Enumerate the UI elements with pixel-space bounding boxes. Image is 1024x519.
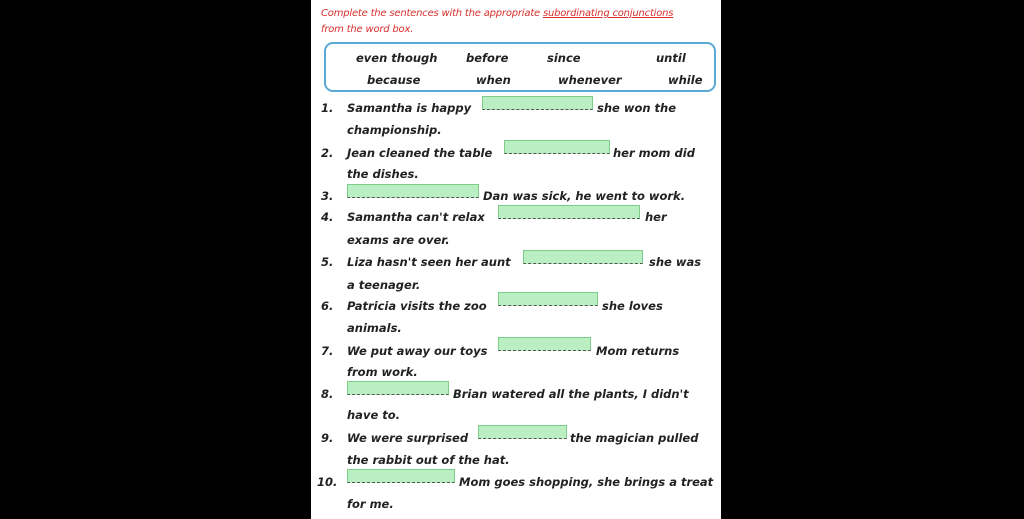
instructions — [321, 6, 716, 38]
question-number: 2. — [321, 146, 334, 160]
word-because: because — [367, 73, 421, 87]
question-text: Liza hasn't seen her aunt — [347, 255, 511, 269]
question-text: We put away our toys — [347, 344, 488, 358]
answer-blank[interactable] — [498, 292, 598, 306]
question-number: 7. — [321, 344, 334, 358]
question-text: she was — [649, 255, 702, 269]
question-number: 1. — [321, 101, 334, 115]
question-text: she loves — [602, 299, 663, 313]
answer-blank[interactable] — [347, 381, 449, 395]
question-text: the rabbit out of the hat. — [347, 453, 510, 467]
question-text: We were surprised — [347, 431, 469, 445]
answer-blank[interactable] — [478, 425, 567, 439]
answer-blank[interactable] — [523, 250, 643, 264]
question-text: Dan was sick, he went to work. — [483, 189, 686, 203]
question-text: the magician pulled — [570, 431, 699, 445]
question-text: Brian watered all the plants, I didn't — [453, 387, 689, 401]
question-text: animals. — [347, 321, 402, 335]
question-text: have to. — [347, 408, 401, 422]
answer-blank[interactable] — [347, 184, 479, 198]
question-number: 8. — [321, 387, 334, 401]
question-number: 9. — [321, 431, 334, 445]
question-text: Mom returns — [596, 344, 680, 358]
word-while: while — [668, 73, 703, 87]
answer-blank[interactable] — [498, 205, 640, 219]
question-number: 5. — [321, 255, 334, 269]
question-text: from work. — [347, 365, 418, 379]
instructions-line2: from the word box. — [321, 24, 414, 35]
answer-blank[interactable] — [347, 469, 455, 483]
question-text: Patricia visits the zoo — [347, 299, 487, 313]
question-text: for me. — [347, 497, 394, 511]
question-text: a teenager. — [347, 278, 421, 292]
word-when: when — [476, 73, 511, 87]
question-text: the dishes. — [347, 167, 419, 181]
question-text: exams are over. — [347, 233, 450, 247]
word-even-though: even though — [356, 51, 438, 65]
word-since: since — [547, 51, 581, 65]
instructions-text: Complete the sentences with the appropriate — [321, 8, 543, 19]
question-text: her mom did — [613, 146, 695, 160]
question-text: Samantha can't relax — [347, 210, 485, 224]
answer-blank[interactable] — [504, 140, 610, 154]
word-before: before — [466, 51, 509, 65]
question-number: 10. — [317, 475, 338, 489]
question-text: championship. — [347, 123, 442, 137]
question-text: Mom goes shopping, she brings a treat — [459, 475, 714, 489]
question-number: 4. — [321, 210, 334, 224]
answer-blank[interactable] — [498, 337, 591, 351]
question-text: Samantha is happy — [347, 101, 472, 115]
question-text: she won the — [597, 101, 677, 115]
question-number: 6. — [321, 299, 334, 313]
instructions-underlined: subordinating conjunctions — [542, 8, 674, 19]
word-whenever: whenever — [558, 73, 622, 87]
question-number: 3. — [321, 189, 334, 203]
question-text: Jean cleaned the table — [347, 146, 493, 160]
answer-blank[interactable] — [482, 96, 593, 110]
word-until: until — [656, 51, 686, 65]
worksheet-page — [311, 0, 721, 519]
question-text: her — [645, 210, 667, 224]
